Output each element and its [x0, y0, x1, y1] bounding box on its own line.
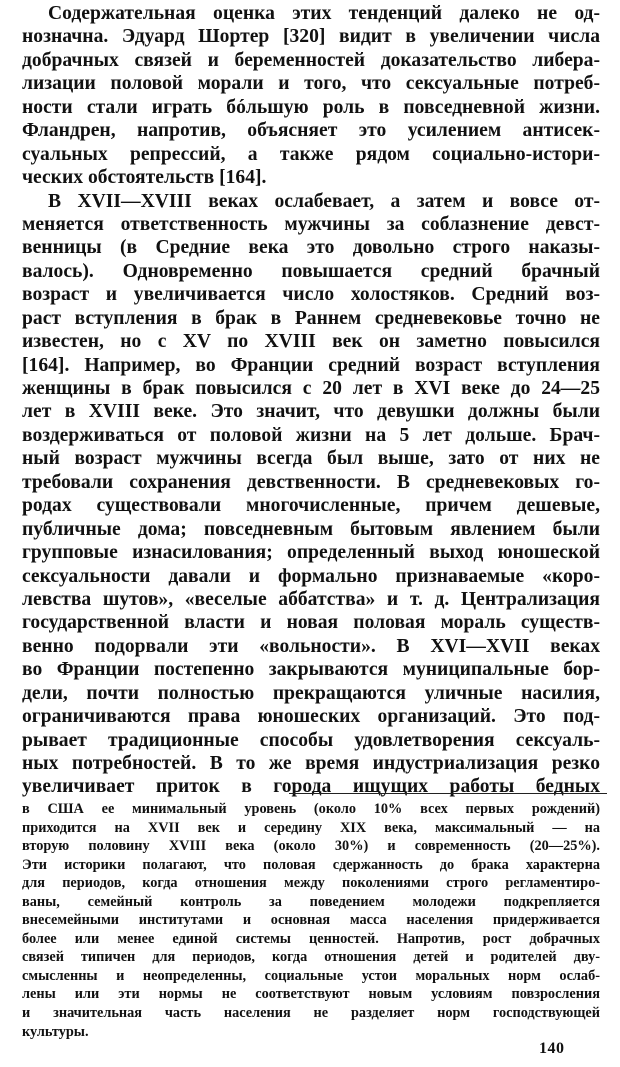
text-line: левства шутов», «веселые аббатства» и т. д. Централизация [22, 588, 600, 610]
text-line: Содержательная оценка этих тенденций далеко не од- [48, 3, 600, 24]
page-number: 140 [539, 1040, 565, 1057]
text-line: воздерживаться от половой жизни на 5 лет дольше. Брач- [22, 424, 600, 446]
text-line: ный возраст мужчины всегда был выше, зато от них не [22, 448, 600, 470]
text-line: дели, почти полностью прекращаются уличные насилия, [22, 682, 600, 704]
footnote-line: и значительная часть населения не разделяет норм господствующей [22, 1005, 600, 1022]
text-line: валось). Одновременно повышается средний брачный [22, 260, 600, 282]
text-line: лизации половой морали и того, что сексуальные потреб- [22, 73, 600, 95]
text-line: публичные дома; повседневным бытовым явлением были [22, 518, 600, 540]
text-line: родах существовали многочисленные, причем дешевые, [22, 495, 600, 517]
text-line: сексуальности давали и формально признаваемые «коро- [22, 565, 600, 587]
text-line: суальных репрессий, а также рядом социально-истори- [22, 143, 600, 165]
footnote-line: лены или эти нормы не соответствуют новым условиям повзросления [22, 986, 600, 1003]
footnote-line: приходится на XVII век и середину XIX века, максимальный — на [22, 819, 600, 836]
footnote-line: смысленны и неопределенны, социальные устои моральных норм ослаб- [22, 967, 600, 984]
text-line: меняется ответственность мужчины за соблазнение девст- [22, 213, 600, 235]
text-line: лет в XVIII веке. Это значит, что девушки должны были [22, 401, 600, 423]
text-line: рывает традиционные способы удовлетворения сексуаль- [22, 729, 600, 751]
text-line: нозначна. Эдуард Шортер [320] видит в увеличении числа [22, 26, 600, 48]
text-line: венно подорвали эти «вольности». В XVI—XVII веках [22, 635, 600, 657]
text-line: добрачных связей и беременностей доказательство либера- [22, 49, 600, 71]
book-page [22, 0, 600, 1067]
footnote-line: ваны, семейный контроль за поведением молодежи подкрепляется [22, 893, 600, 910]
text-line: увеличивает приток в города ищущих работы бедных [22, 776, 600, 798]
footnote-line: Эти историки полагают, что половая сдержанность до брака характерна [22, 856, 600, 873]
text-line: ческих обстоятельств [164]. [22, 167, 267, 189]
text-line: женщины в брак повысился с 20 лет в XVI веке до 24—25 [22, 378, 600, 399]
footnote-divider [289, 793, 607, 794]
footnote-line: внесемейными институтами и основная масса населения придерживается [22, 912, 600, 929]
footnote-line: в США ее минимальный уровень (около 10% всех первых рождений) [22, 801, 600, 817]
text-line: В XVII—XVIII веках ослабевает, а затем и вовсе от- [48, 190, 600, 212]
text-line: раст вступления в брак в Раннем средневековье точно не [22, 307, 600, 329]
text-line: ограничиваются права юношеских организаций. Это под- [22, 706, 600, 728]
footnote-line: более или менее единой системы ценностей. Напротив, рост добрачных [22, 930, 600, 947]
text-line: Фландрен, напротив, объясняет это усилением антисек- [22, 120, 600, 142]
footnote-line: культуры. [22, 1023, 89, 1040]
text-line: во Франции постепенно закрываются муниципальные бор- [22, 659, 600, 681]
text-line: ности стали играть бóльшую роль в повседневной жизни. [22, 96, 600, 118]
text-line: государственной власти и новая половая мораль существ- [22, 612, 600, 634]
footnote [22, 800, 600, 1041]
text-line: известен, но с XV по XVIII век он заметно повысился [22, 331, 600, 353]
text-line: требовали сохранения девственности. В средневековых го- [22, 471, 600, 493]
text-line: ных потребностей. В то же время индустриализация резко [22, 753, 600, 774]
main-text [22, 2, 600, 799]
text-line: венницы (в Средние века это довольно строго наказы- [22, 237, 600, 259]
text-line: групповые изнасилования; определенный выход юношеской [22, 542, 600, 564]
footnote-line: связей типичен для периодов, когда отношения детей и родителей дву- [22, 949, 600, 966]
text-line: возраст и увеличивается число холостяков. Средний воз- [22, 284, 600, 306]
footnote-line: вторую половину XVIII века (около 30%) и современность (20—25%). [22, 838, 600, 855]
text-line: [164]. Например, во Франции средний возраст вступления [22, 354, 600, 376]
footnote-line: для периодов, когда отношения между поколениями строго регламентиро- [22, 875, 600, 892]
